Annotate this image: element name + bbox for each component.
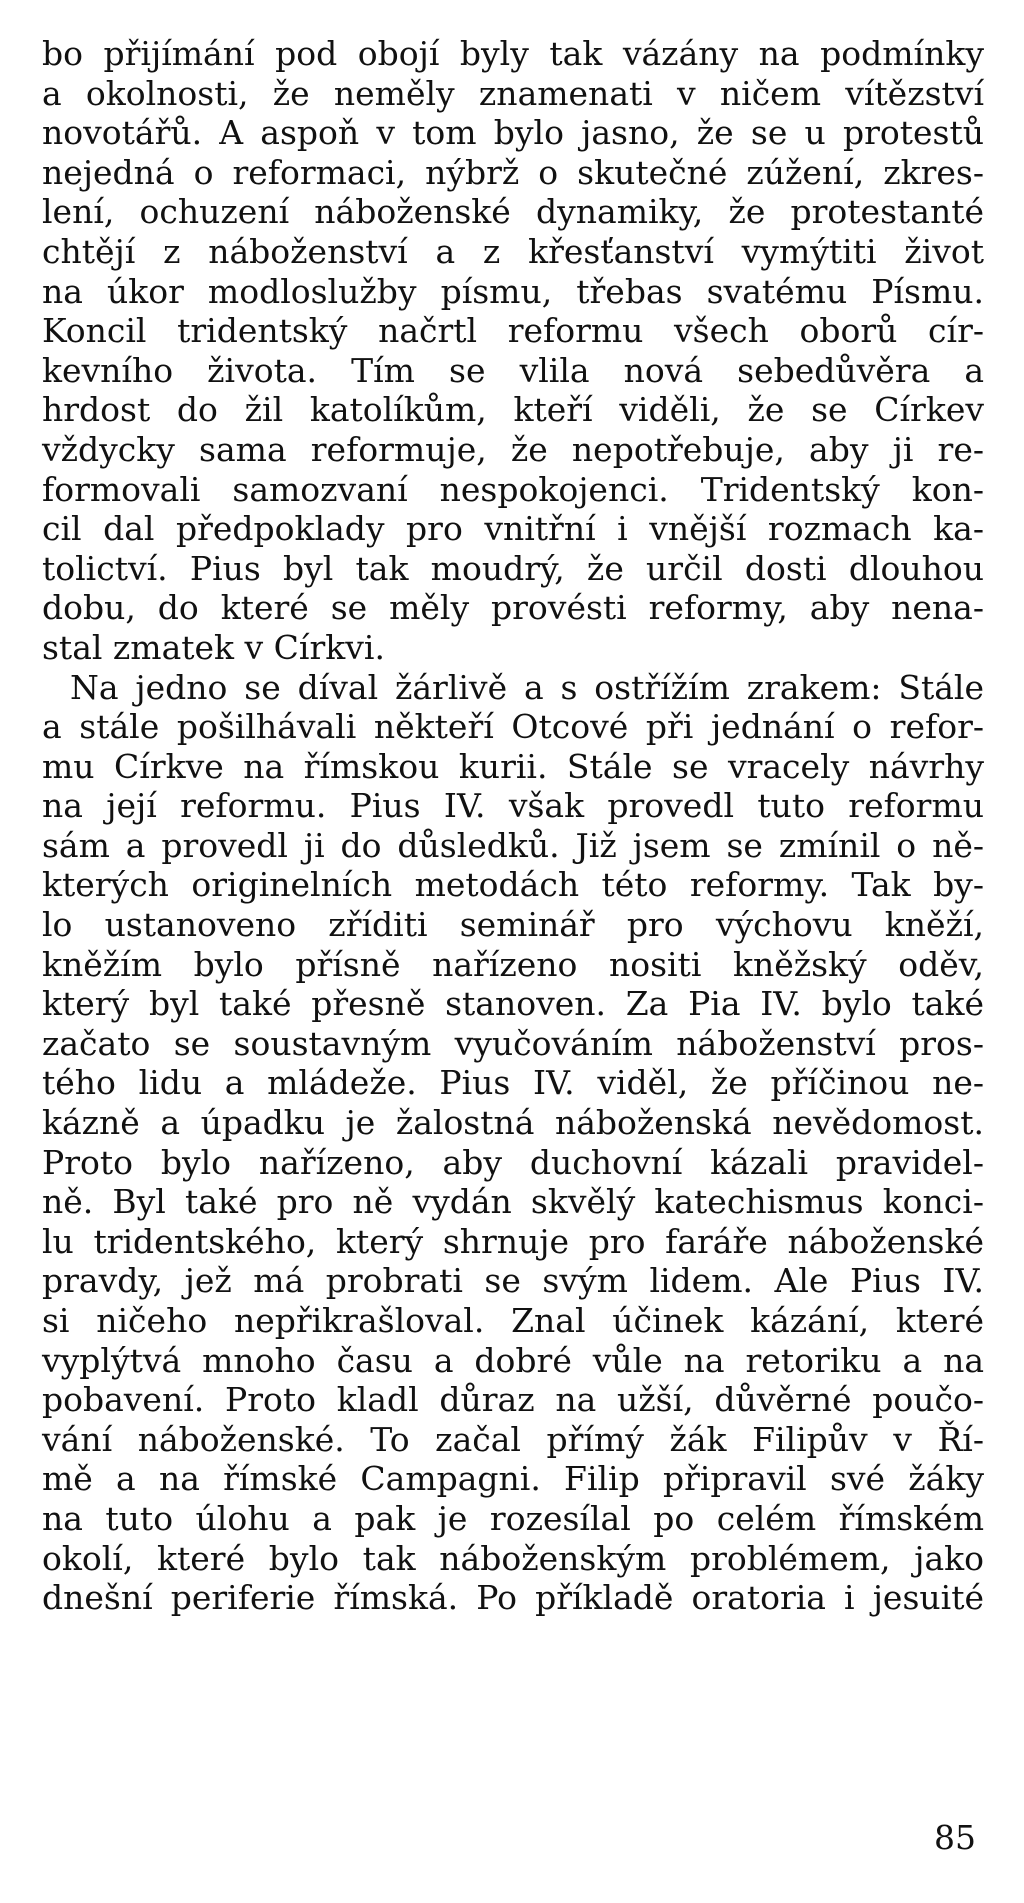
text-line: bo přijímání pod obojí byly tak vázány na podmínky [42, 34, 984, 73]
text-line: pravdy, jež má probrati se svým lidem. Ale Pius IV. [42, 1261, 984, 1301]
text-line: lu tridentského, který shrnuje pro faráře náboženské [42, 1221, 984, 1261]
text-line: kterých originelních metodách této reformy. Tak by- [42, 865, 984, 905]
text-line: na tuto úlohu a pak je rozesílal po celém římském [42, 1498, 984, 1538]
text-line: Koncil tridentský načrtl reformu všech oborů cír- [42, 311, 984, 351]
text-line: mě a na římské Campagni. Filip připravil své žáky [42, 1459, 984, 1499]
body-text [42, 34, 984, 1618]
text-line: novotářů. A aspoň v tom bylo jasno, že se u protestů [42, 113, 984, 153]
text-line: ně. Byl také pro ně vydán skvělý katechismus konci- [42, 1182, 984, 1222]
text-line: nejedná o reformaci, nýbrž o skutečné zúžení, zkres- [42, 152, 984, 192]
text-line: vání náboženské. To začal přímý žák Filipův v Ří- [42, 1419, 984, 1459]
text-line: sám a provedl ji do důsledků. Již jsem se zmínil o ně- [42, 825, 984, 865]
text-line: kevního života. Tím se vlila nová sebedůvěra a [42, 350, 984, 390]
text-line: formovali samozvaní nespokojenci. Tridentský kon- [42, 469, 984, 509]
text-line: lo ustanoveno zříditi seminář pro výchovu kněží, [42, 905, 984, 945]
text-line: tolictví. Pius byl tak moudrý, že určil dosti dlouhou [42, 548, 984, 588]
text-line: hrdost do žil katolíkům, kteří viděli, že se Církev [42, 390, 984, 430]
text-line: který byl také přesně stanoven. Za Pia IV. bylo také [42, 984, 984, 1024]
text-line: Proto bylo nařízeno, aby duchovní kázali pravidel- [42, 1142, 984, 1182]
text-line: vyplýtvá mnoho času a dobré vůle na retoriku a na [42, 1340, 984, 1380]
text-line: si ničeho nepřikrašloval. Znal účinek kázání, které [42, 1301, 984, 1340]
text-line: na její reformu. Pius IV. však provedl tuto reformu [42, 786, 984, 826]
text-line: Na jedno se díval žárlivě a s ostřížím zrakem: Stále [70, 667, 984, 707]
text-line: začato se soustavným vyučováním náboženství pros- [42, 1023, 984, 1063]
text-line: okolí, které bylo tak náboženským problémem, jako [42, 1538, 984, 1578]
text-line: kázně a úpadku je žalostná náboženská nevědomost. [42, 1103, 984, 1143]
text-line: stal zmatek v Církvi. [42, 627, 385, 667]
text-line: mu Církve na římskou kurii. Stále se vracely návrhy [42, 746, 984, 786]
text-line: kněžím bylo přísně nařízeno nositi kněžský oděv, [42, 944, 984, 984]
text-line: na úkor modloslužby písmu, třebas svatému Písmu. [42, 271, 984, 311]
text-line: dobu, do které se měly provésti reformy, aby nena- [42, 588, 984, 628]
text-line: cil dal předpoklady pro vnitřní i vnější rozmach ka- [42, 509, 984, 549]
text-line: dnešní periferie římská. Po příkladě oratoria i jesuité [42, 1578, 984, 1618]
paragraph [42, 668, 984, 1618]
page-number: 85 [934, 1818, 976, 1857]
text-line: pobavení. Proto kladl důraz na užší, důvěrné poučo- [42, 1380, 984, 1420]
text-line: vždycky sama reformuje, že nepotřebuje, aby ji re- [42, 429, 984, 469]
text-line: tého lidu a mládeže. Pius IV. viděl, že příčinou ne- [42, 1063, 984, 1103]
paragraph [42, 34, 984, 668]
text-line: a okolnosti, že neměly znamenati v ničem vítězství [42, 73, 984, 113]
text-line: chtějí z náboženství a z křesťanství vymýtiti život [42, 231, 984, 271]
text-line: a stále pošilhávali někteří Otcové při jednání o refor- [42, 707, 984, 747]
text-line: lení, ochuzení náboženské dynamiky, že protestanté [42, 192, 984, 232]
